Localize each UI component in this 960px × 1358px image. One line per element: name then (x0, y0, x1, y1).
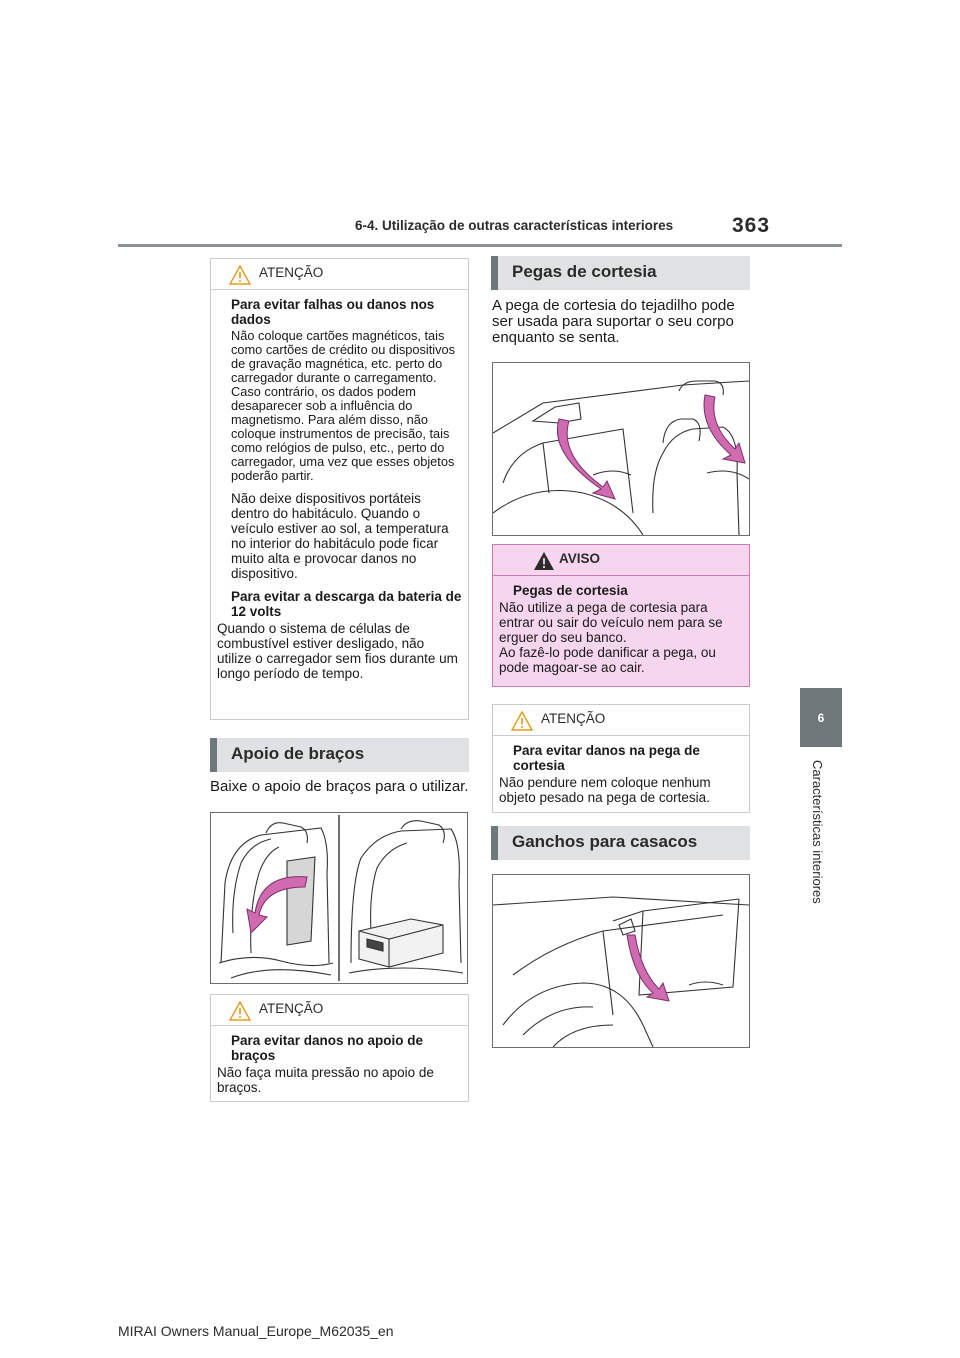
grab-handle-drawing (493, 363, 749, 535)
warning-triangle-icon (229, 265, 251, 285)
caution-text: Não deixe dispositivos portáteis dentro do habitáculo. Quando o veículo estiver ao sol, a temperatura no interior do habitáculo pode ficar muito alta e provocar danos no dispositivo. (231, 491, 449, 581)
caution-title: ATENÇÃO (259, 265, 324, 280)
warning-header (493, 545, 749, 576)
grab-handle-illustration (492, 362, 750, 536)
caution-subheading: Para evitar danos no apoio de braços (231, 1033, 424, 1063)
warning-triangle-icon (229, 1001, 251, 1021)
section-title-text: Apoio de braços (231, 744, 365, 763)
section-title-coat-hooks (491, 826, 750, 860)
caution-subheading: Para evitar danos na pega de cortesia (513, 743, 700, 773)
caution-title: ATENÇÃO (541, 711, 606, 726)
warning-text: Não utilize a pega de cortesia para entrar ou sair do veículo nem para se erguer do seu banco. Ao fazê-lo pode danificar a pega, ou pode magoar-se ao cair. (499, 600, 723, 675)
caution-header (211, 259, 468, 290)
caution-subheading: Para evitar a descarga da bateria de 12 volts (231, 589, 462, 619)
footer-doc-id: MIRAI Owners Manual_Europe_M62035_en (118, 1323, 394, 1339)
caution-header (493, 705, 749, 736)
warning-subheading: Pegas de cortesia (513, 583, 628, 598)
warning-box-grab-handle (492, 544, 750, 687)
coat-hook-illustration (492, 874, 750, 1048)
warning-triangle-icon (533, 551, 555, 571)
caution-box-charger (210, 258, 469, 720)
warning-triangle-icon (511, 711, 533, 731)
grab-handle-description: A pega de cortesia do tejadilho pode ser usada para suportar o seu corpo enquanto se senta. (492, 297, 735, 346)
header-rule (118, 244, 842, 247)
section-title-armrest (210, 738, 469, 772)
chapter-label-wrap (807, 760, 827, 930)
warning-title: AVISO (559, 551, 601, 566)
caution-header (211, 995, 468, 1026)
section-title-grab-handles (491, 256, 750, 290)
caution-text: Não coloque cartões magnéticos, tais como cartões de crédito ou dispositivos de gravação magnética, etc. perto do carregador durante o carregamento. Caso contrário, os dados podem desaparecer sob a influência do magnetismo. Para além disso, não coloque instrumentos de precisão, tais como relógios de pulso, etc., perto do carregador, uma vez que esses objetos poderão partir. (231, 328, 456, 483)
caution-text: Não faça muita pressão no apoio de braços. (217, 1065, 434, 1095)
page-number: 363 (732, 214, 771, 237)
caution-box-armrest (210, 994, 469, 1102)
armrest-drawing (211, 813, 467, 983)
caution-box-grab-handle (492, 704, 750, 813)
armrest-instruction: Baixe o apoio de braços para o utilizar. (210, 778, 469, 795)
coat-hook-drawing (493, 875, 749, 1047)
caution-title: ATENÇÃO (259, 1001, 324, 1016)
caution-text: Não pendure nem coloque nenhum objeto pesado na pega de cortesia. (499, 775, 711, 805)
chapter-label: Características interiores (810, 760, 825, 904)
chapter-tab (800, 688, 842, 747)
section-title-text: Ganchos para casacos (512, 832, 698, 851)
caution-subheading: Para evitar falhas ou danos nos dados (231, 297, 435, 327)
caution-text: Quando o sistema de células de combustível estiver desligado, não utilize o carregador sem fios durante um longo período de tempo. (217, 621, 458, 681)
chapter-number: 6 (817, 710, 825, 725)
section-heading: 6-4. Utilização de outras características interiores (355, 218, 674, 233)
section-title-text: Pegas de cortesia (512, 262, 657, 281)
armrest-illustration (210, 812, 468, 984)
